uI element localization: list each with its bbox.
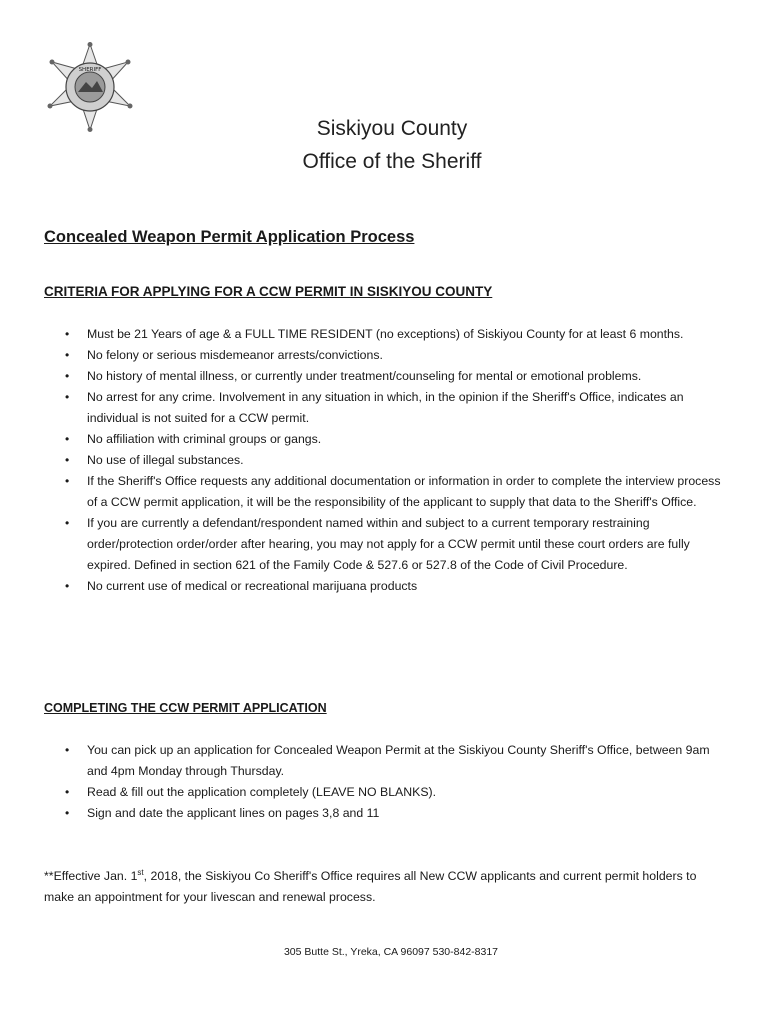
bullet-icon: • xyxy=(65,785,70,799)
bullet-icon: • xyxy=(65,516,70,530)
county-name: Siskiyou County xyxy=(316,117,468,140)
bullet-icon: • xyxy=(65,348,70,362)
list-item: • Sign and date the applicant lines on pages 3,8 and 11 xyxy=(62,803,730,824)
organization-title xyxy=(0,112,770,178)
completing-list xyxy=(62,740,730,824)
bullet-icon: • xyxy=(65,579,70,593)
bullet-icon: • xyxy=(65,432,70,446)
list-item: • Read & fill out the application completely (LEAVE NO BLANKS). xyxy=(62,782,730,803)
bullet-icon: • xyxy=(65,369,70,383)
address-footer: 305 Butte St., Yreka, CA 96097 530-842-8317 xyxy=(283,946,499,958)
list-item: • You can pick up an application for Concealed Weapon Permit at the Siskiyou County Sheriff's Office, between 9am and 4pm Monday through Thursday. xyxy=(62,740,730,782)
document-heading: Concealed Weapon Permit Application Process xyxy=(44,228,415,246)
criteria-list xyxy=(62,324,730,597)
list-item: • If the Sheriff's Office requests any additional documentation or information in order to complete the interview process of a CCW permit application, it will be the responsibility of the applicant to supply that data to the Sheriff's Office. xyxy=(62,471,730,513)
list-item: • No history of mental illness, or currently under treatment/counseling for mental or emotional problems. xyxy=(62,366,730,387)
list-item: • No affiliation with criminal groups or gangs. xyxy=(62,429,730,450)
list-item: • Must be 21 Years of age & a FULL TIME RESIDENT (no exceptions) of Siskiyou County for at least 6 months. xyxy=(62,324,730,345)
office-name: Office of the Sheriff xyxy=(302,150,482,173)
bullet-icon: • xyxy=(65,474,70,488)
bullet-icon: • xyxy=(65,327,70,341)
completing-heading: COMPLETING THE CCW PERMIT APPLICATION xyxy=(44,701,327,715)
bullet-icon: • xyxy=(65,806,70,820)
list-item: • No current use of medical or recreational marijuana products xyxy=(62,576,730,597)
bullet-icon: • xyxy=(65,390,70,404)
criteria-heading: CRITERIA FOR APPLYING FOR A CCW PERMIT IN SISKIYOU COUNTY xyxy=(44,284,493,299)
svg-text:SHERIFF: SHERIFF xyxy=(78,67,102,73)
list-item: • If you are currently a defendant/respondent named within and subject to a current temporary restraining order/protection order/order after hearing, you may not apply for a CCW permit until these court orders are fully expired. Defined in section 621 of the Family Code & 527.6 or 527.8 of the Code of Civil Procedure. xyxy=(62,513,730,576)
bullet-icon: • xyxy=(65,743,70,757)
effective-date-note: **Effective Jan. 1st, 2018, the Siskiyou Co Sheriff's Office requires all New CCW applicants and current permit holders to make an appointment for your livescan and renewal process. xyxy=(44,868,697,905)
list-item: • No arrest for any crime. Involvement in any situation in which, in the opinion if the Sheriff's Office, indicates an individual is not suited for a CCW permit. xyxy=(62,387,730,429)
bullet-icon: • xyxy=(65,453,70,467)
list-item: • No felony or serious misdemeanor arrests/convictions. xyxy=(62,345,730,366)
list-item: • No use of illegal substances. xyxy=(62,450,730,471)
